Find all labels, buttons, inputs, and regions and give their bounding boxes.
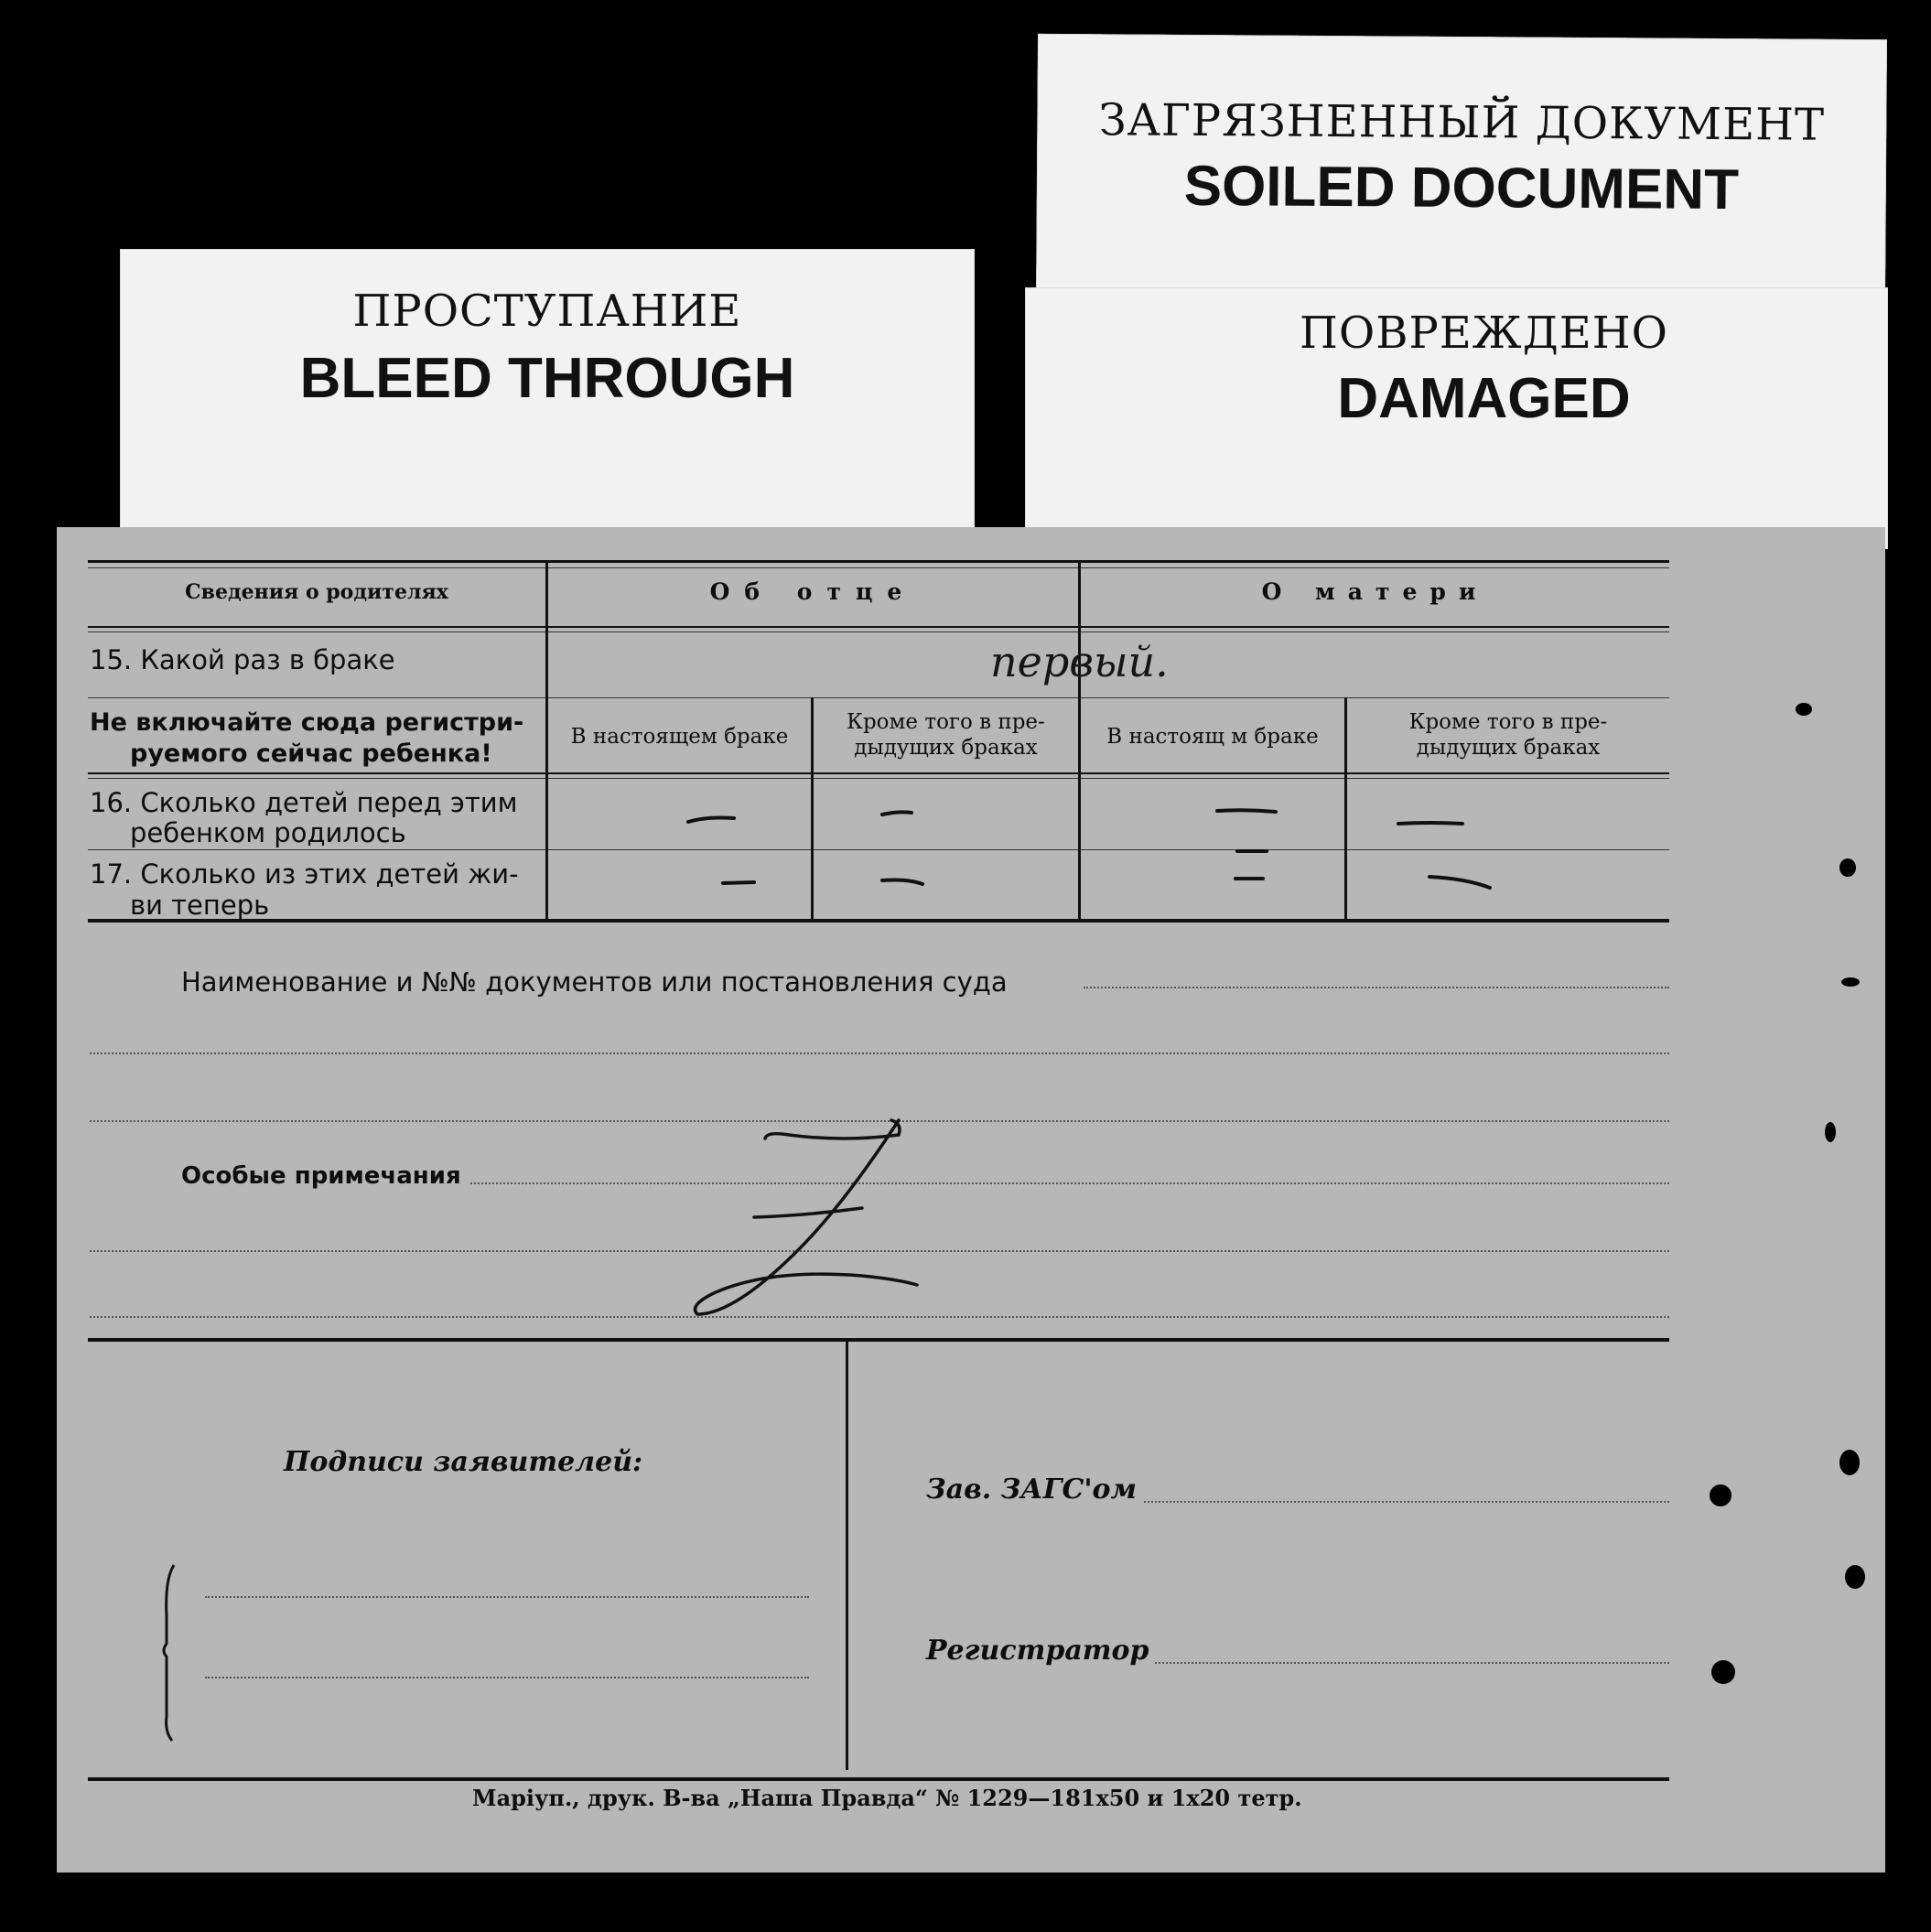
header-mother: О матери (1261, 578, 1489, 605)
applicant-signature-line-1 (205, 1596, 809, 1598)
damaged-ru-text: ПОВРЕЖДЕНО (1299, 308, 1669, 359)
row16-line2: ребенком родилось (130, 817, 406, 848)
punch-hole (1839, 858, 1856, 877)
bleed-through-en-text: BLEED THROUGH (299, 347, 795, 410)
handwritten-z-mark (57, 527, 1885, 1351)
row17-line2: ви теперь (130, 890, 270, 921)
damaged-en-text: DAMAGED (1337, 367, 1631, 430)
signatures-divider (846, 1340, 848, 1770)
subheader-father-current: В настоящем браке (570, 725, 789, 749)
row15-handwritten-answer: первый. (990, 637, 1169, 686)
punch-hole (1841, 977, 1860, 987)
remarks-label: Особые примечания (181, 1162, 461, 1190)
applicant-bracket (157, 1561, 185, 1744)
punch-hole (1839, 1450, 1860, 1475)
header-parents: Сведения о родителях (185, 580, 448, 604)
row16-line1: 16. Сколько детей перед этим (90, 787, 518, 818)
applicant-signature-line-2 (205, 1677, 809, 1678)
damaged-label-card (1025, 287, 1888, 549)
applicants-signature-label: Подписи заявителей: (284, 1446, 643, 1478)
subheader-father-previous-1: Кроме того в пре- (847, 710, 1045, 734)
printer-imprint: Маріуп., друк. В-ва „Наша Правда“ № 1229—181х50 и 1х20 тетр. (472, 1785, 1302, 1811)
bleed-through-label-card (120, 249, 975, 542)
footer-rule (88, 1777, 1669, 1781)
registry-head-label: Зав. ЗАГС'ом (926, 1473, 1138, 1506)
subheader-mother-previous-2: дыдущих браках (1416, 736, 1601, 760)
subheader-father-previous-2: дыдущих браках (854, 736, 1038, 760)
subheader-mother-current: В настоящ м браке (1106, 725, 1319, 749)
registry-head-signature-line (1144, 1501, 1669, 1503)
soiled-document-ru-text: ЗАГРЯЗНЕННЫЙ ДОКУМЕНТ (1098, 94, 1826, 151)
note-line2: руемого сейчас ребенка! (130, 739, 492, 768)
row15-label: 15. Какой раз в браке (90, 644, 395, 675)
punch-hole (1845, 1565, 1865, 1589)
header-father: Об отце (709, 578, 917, 605)
punch-hole (1825, 1122, 1836, 1142)
soiled-document-label-card (1036, 34, 1887, 307)
signatures-top-rule (88, 1338, 1669, 1342)
birth-registration-form (57, 527, 1885, 1873)
subheader-mother-previous-1: Кроме того в пре- (1408, 710, 1608, 734)
punch-hole (1711, 1660, 1735, 1684)
note-line1: Не включайте сюда регистри- (90, 708, 524, 737)
registrar-label: Регистратор (926, 1635, 1149, 1667)
bleed-through-ru-text: ПРОСТУПАНИЕ (352, 286, 742, 337)
soiled-document-en-text: SOILED DOCUMENT (1183, 154, 1740, 222)
registrar-signature-line (1155, 1662, 1669, 1664)
punch-hole (1710, 1484, 1731, 1506)
punch-hole (1796, 703, 1812, 716)
row17-line1: 17. Сколько из этих детей жи- (90, 858, 519, 890)
documents-label: Наименование и №№ документов или постановления суда (181, 966, 1008, 998)
